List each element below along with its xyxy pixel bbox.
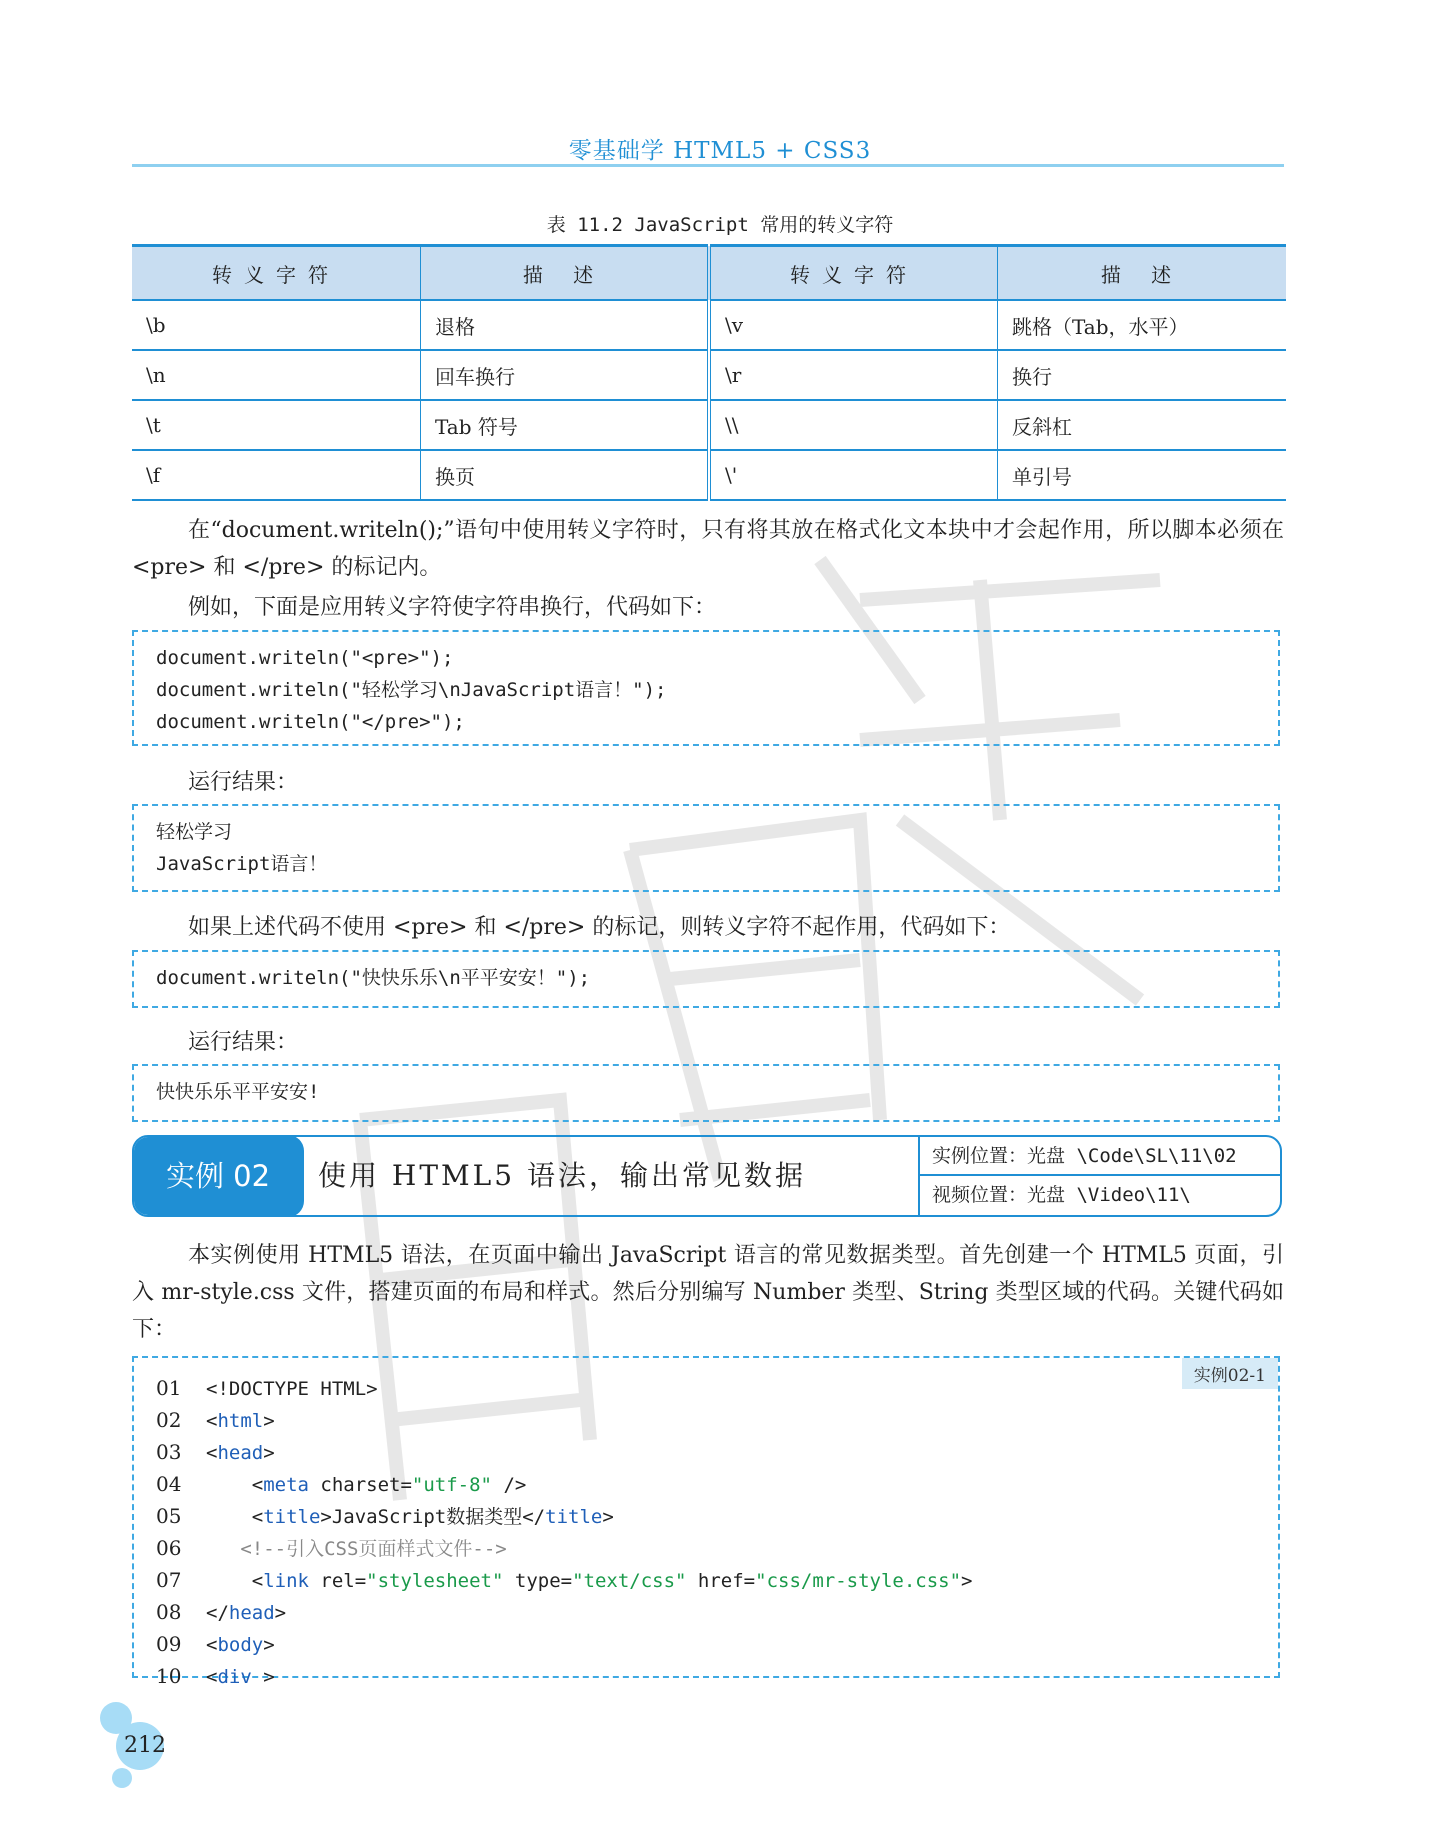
code-token: "stylesheet" xyxy=(366,1570,504,1592)
listing-lines xyxy=(156,1372,1256,1692)
code-token: type= xyxy=(503,1570,573,1592)
code-token: < xyxy=(206,1570,264,1592)
code-line: document.writeln("</pre>"); xyxy=(156,711,465,733)
code-token: title xyxy=(263,1506,321,1528)
escape-char-table xyxy=(132,244,1286,501)
code-token: <!--引入CSS页面样式文件--> xyxy=(206,1538,507,1560)
code-token: < xyxy=(206,1442,218,1464)
listing-line xyxy=(156,1372,1256,1404)
code-token: <!DOCTYPE HTML> xyxy=(206,1378,378,1400)
result-label: 运行结果： xyxy=(188,1030,299,1055)
paragraph: 例如，下面是应用转义字符使字符串换行，代码如下： xyxy=(188,595,717,620)
table-cell: \n xyxy=(132,350,421,400)
table-cell: 反斜杠 xyxy=(998,400,1287,450)
result-label: 运行结果： xyxy=(188,770,299,795)
table-cell: 换行 xyxy=(998,350,1287,400)
code-line: document.writeln("轻松学习\nJavaScript语言！"); xyxy=(156,679,667,701)
code-token: > xyxy=(961,1570,973,1592)
result-line: 快快乐乐平平安安! xyxy=(156,1081,320,1103)
code-token: body xyxy=(217,1634,264,1656)
example-video: 视频位置：光盘 \Video\11\ xyxy=(932,1184,1191,1206)
table-row xyxy=(132,350,1286,400)
code-token: "css/mr-style.css" xyxy=(755,1570,962,1592)
code-token: meta xyxy=(263,1474,309,1496)
result-block xyxy=(132,1064,1280,1122)
code-token: charset= xyxy=(308,1474,412,1496)
listing-line xyxy=(156,1564,1256,1596)
listing-line xyxy=(156,1500,1256,1532)
page-number: 212 xyxy=(124,1733,166,1758)
code-line: document.writeln("快快乐乐\n平平安安！"); xyxy=(156,967,591,989)
listing-label: 实例02-1 xyxy=(1182,1358,1278,1389)
code-token: < xyxy=(206,1474,264,1496)
result-line: 轻松学习 xyxy=(156,821,233,843)
table-cell: 退格 xyxy=(421,300,710,350)
line-number: 02 xyxy=(156,1408,182,1432)
running-header: 零基础学 HTML5 + CSS3 xyxy=(568,138,872,164)
example-location: 实例位置：光盘 \Code\SL\11\02 xyxy=(920,1137,1280,1176)
table-cell: 回车换行 xyxy=(421,350,710,400)
line-number: 03 xyxy=(156,1440,182,1464)
listing-line xyxy=(156,1468,1256,1500)
listing-line xyxy=(156,1596,1256,1628)
code-token: "utf-8" xyxy=(411,1474,492,1496)
code-token: </ xyxy=(206,1602,229,1624)
line-number: 06 xyxy=(156,1536,182,1560)
table-cell: \t xyxy=(132,400,421,450)
code-token: < xyxy=(206,1666,218,1688)
line-number: 07 xyxy=(156,1568,182,1592)
code-token: "text/css" xyxy=(572,1570,687,1592)
code-token: href= xyxy=(686,1570,756,1592)
table-cell: 跳格（Tab，水平） xyxy=(998,300,1287,350)
table-header: 转义字符 xyxy=(132,246,421,301)
code-token: rel= xyxy=(308,1570,367,1592)
table-cell: \b xyxy=(132,300,421,350)
result-line: JavaScript语言！ xyxy=(156,853,328,875)
line-number: 08 xyxy=(156,1600,182,1624)
table-cell: \f xyxy=(132,450,421,500)
table-header: 转义字符 xyxy=(709,246,998,301)
example-info xyxy=(918,1137,1280,1215)
line-number: 09 xyxy=(156,1632,182,1656)
result-block xyxy=(132,804,1280,892)
paragraph: 本实例使用 HTML5 语法，在页面中输出 JavaScript 语言的常见数据类型。首先创建一个 HTML5 页面，引入 mr-style.css 文件，搭建页面的布局和样式。然后分别编写 Number 类型、String 类型区域的代码。关键代码如下： xyxy=(132,1243,1284,1342)
example-title: 使用 HTML5 语法，输出常见数据 xyxy=(318,1159,806,1192)
paragraph: 如果上述代码不使用 <pre> 和 </pre> 的标记，则转义字符不起作用，代码如下： xyxy=(188,915,1011,940)
code-token: < xyxy=(206,1506,264,1528)
table-cell: 单引号 xyxy=(998,450,1287,500)
code-listing xyxy=(132,1356,1280,1688)
code-token: > xyxy=(251,1666,275,1688)
listing-line xyxy=(156,1436,1256,1468)
example-tag: 实例 02 xyxy=(132,1135,304,1217)
code-token: link xyxy=(263,1570,309,1592)
listing-line xyxy=(156,1660,1256,1692)
table-row xyxy=(132,400,1286,450)
code-line: document.writeln("<pre>"); xyxy=(156,647,454,669)
table-row xyxy=(132,450,1286,500)
table-header-row xyxy=(132,246,1286,301)
code-token: html xyxy=(217,1410,264,1432)
code-token: < xyxy=(206,1634,218,1656)
code-block xyxy=(132,630,1280,746)
table-cell: Tab 符号 xyxy=(421,400,710,450)
listing-line xyxy=(156,1532,1256,1564)
example-banner xyxy=(132,1135,1282,1217)
code-token: head xyxy=(217,1442,264,1464)
header-rule xyxy=(132,164,1284,167)
table-header: 描 述 xyxy=(998,246,1287,301)
code-token: < xyxy=(206,1410,218,1432)
table-cell: \\ xyxy=(709,400,998,450)
listing-line xyxy=(156,1628,1256,1660)
table-cell: \r xyxy=(709,350,998,400)
line-number: 04 xyxy=(156,1472,182,1496)
table-cell: 换页 xyxy=(421,450,710,500)
code-block xyxy=(132,950,1280,1008)
code-token: /> xyxy=(492,1474,527,1496)
table-row xyxy=(132,300,1286,350)
code-token: > xyxy=(263,1442,275,1464)
code-token: > xyxy=(263,1634,275,1656)
code-token: > xyxy=(263,1410,275,1432)
code-token: >JavaScript数据类型</ xyxy=(320,1506,546,1528)
code-token: head xyxy=(228,1602,275,1624)
line-number: 05 xyxy=(156,1504,182,1528)
code-token: > xyxy=(274,1602,287,1624)
line-number: 10 xyxy=(156,1664,182,1688)
table-cell: \' xyxy=(709,450,998,500)
table-caption: 表 11.2 JavaScript 常用的转义字符 xyxy=(546,214,894,236)
code-token: title xyxy=(545,1506,603,1528)
listing-line xyxy=(156,1404,1256,1436)
line-number: 01 xyxy=(156,1376,182,1400)
code-token: > xyxy=(602,1506,614,1528)
table-cell: \v xyxy=(709,300,998,350)
table-header: 描 述 xyxy=(421,246,710,301)
paragraph: 在“document.writeln();”语句中使用转义字符时，只有将其放在格式化文本块中才会起作用，所以脚本必须在 <pre> 和 </pre> 的标记内。 xyxy=(132,518,1284,580)
code-token: div xyxy=(217,1666,252,1688)
